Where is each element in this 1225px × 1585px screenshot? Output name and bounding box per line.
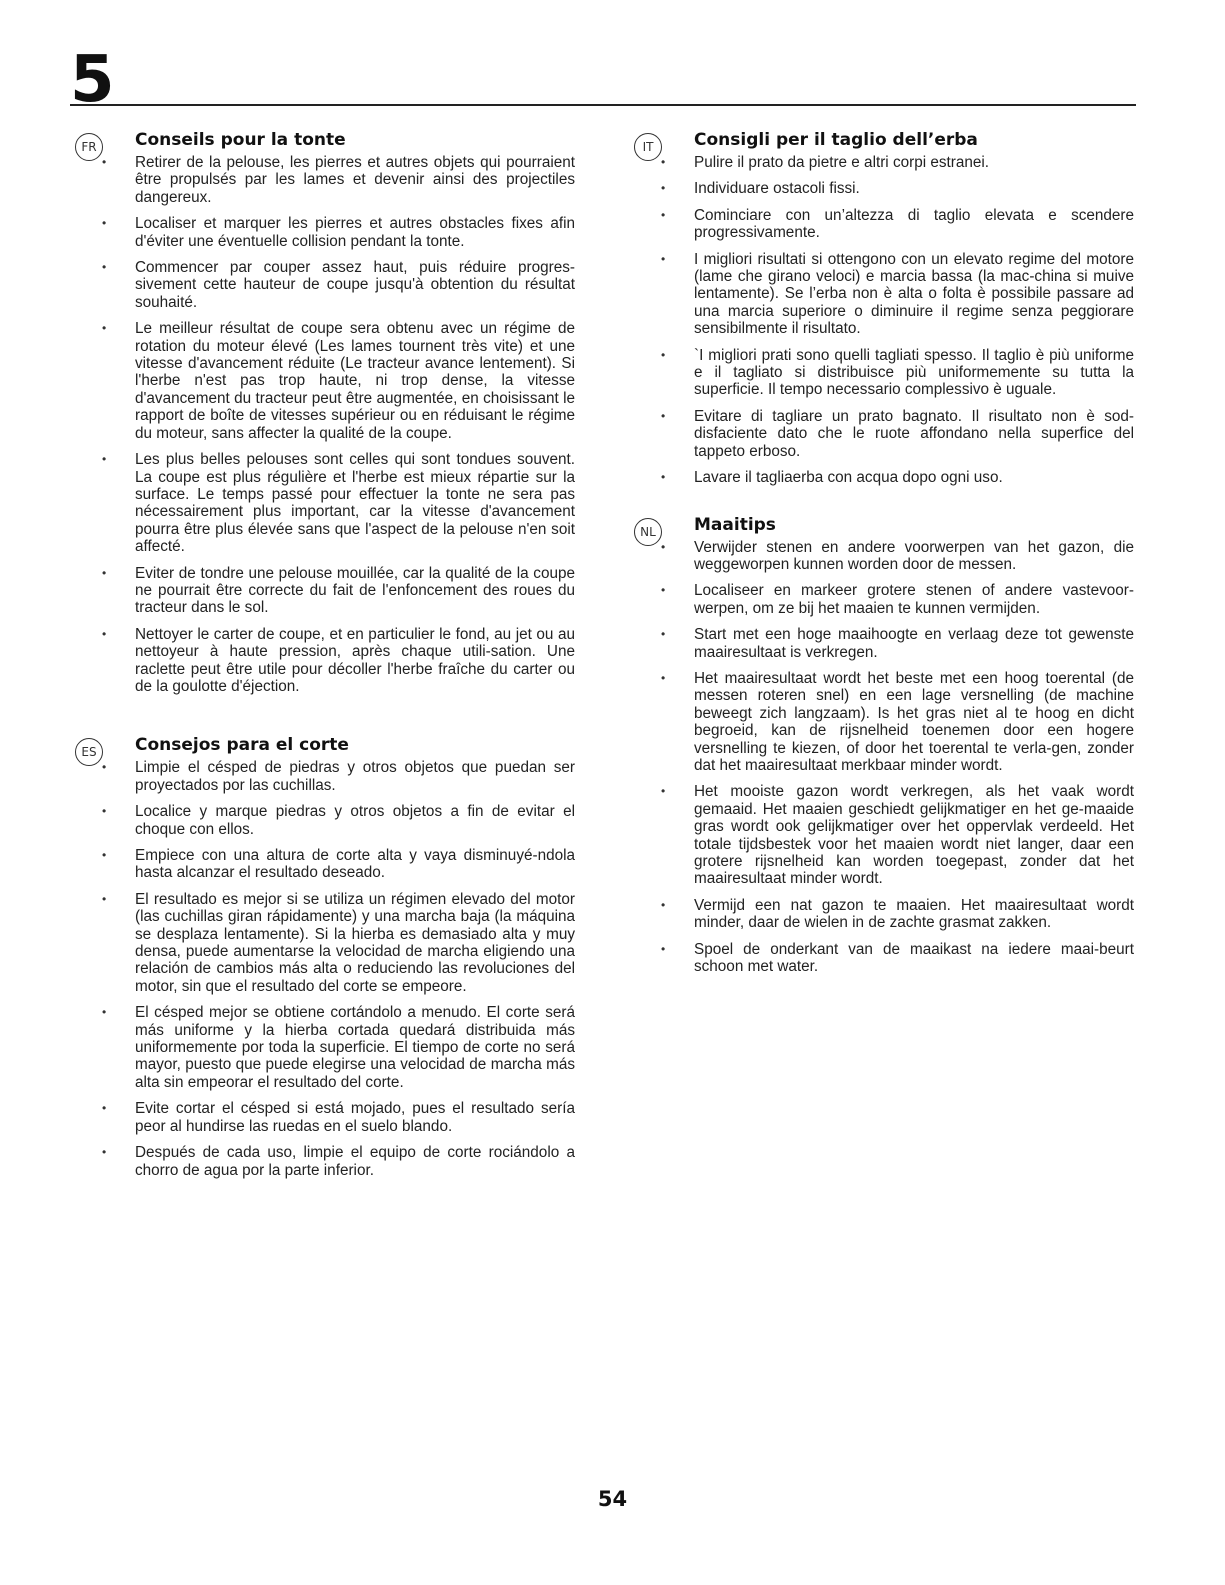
bullet-item: • Localiseer en markeer grotere stenen of andere vastevoor-werpen, om ze bij het maaien te kunnen vermijden. [694,582,1134,617]
section-title-it: Consigli per il taglio dell’erba [694,130,978,150]
bullet-item: • El césped mejor se obtiene cortándolo a menudo. El corte será más uniforme y la hierba cortada quedará distribuida más uniformemente por toda la superficie. El tiempo de corte no será mayor, puesto que puede elegirse una velocidad de marcha más alta sin empeorar el resultado del corte. [135,1004,575,1091]
bullet-item: • Nettoyer le carter de coupe, et en particulier le fond, au jet ou au nettoyeur à haute pression, après chaque utili-sation. Une raclette peut être utile pour décoller l'herbe fraîche du carter ou de la goulotte d'éjection. [135,626,575,696]
bullet-item: • Limpie el césped de piedras y otros objetos que puedan ser proyectados por las cuchillas. [135,759,575,794]
bullet-item: • Commencer par couper assez haut, puis réduire progres-sivement cette hauteur de coupe jusqu'à obtention du résultat souhaité. [135,259,575,311]
bullet-item: • Cominciare con un’altezza di taglio elevata e scendere progressivamente. [694,207,1134,242]
bullet-item: • Lavare il tagliaerba con acqua dopo ogni uso. [694,469,1134,486]
bullet-item: • Pulire il prato da pietre e altri corpi estranei. [694,154,1134,171]
section-it [642,130,1134,487]
bullet-item: • Localiser et marquer les pierres et autres obstacles fixes afin d'éviter une éventuelle collision pendant la tonte. [135,215,575,250]
page-number: 54 [597,1487,628,1511]
bullet-list-it [694,154,1134,487]
bullet-list-es [135,759,575,1179]
language-badge-nl: NL [634,518,662,546]
section-title-fr: Conseils pour la tonte [135,130,346,150]
bullet-item: • I migliori risultati si ottengono con un elevato regime del motore (lame che girano veloci) e marcia bassa (la mac-china si muive lentamente). Se l’erba non è alta o folta è possibile passare ad una marcia superiore o diminuire il regime senza peggiorare sensibilmente il risultato. [694,251,1134,338]
bullet-item: • Spoel de onderkant van de maaikast na iedere maai-beurt schoon met water. [694,941,1134,976]
bullet-item: • Het mooiste gazon wordt verkregen, als het vaak wordt gemaaid. Het maaien geschiedt gelijkmatiger en het ge-maaide gras wordt ook gelijkmatiger over het oppervlak verdeeld. Het totale tijdsbestek voor het maaien wordt niet langer, daar een grotere rijsnelheid kan worden toegepast, zonder dat het maairesultaat minder wordt. [694,783,1134,887]
section-nl [640,514,1134,976]
section-title-es: Consejos para el corte [135,735,349,756]
bullet-list-fr [135,154,575,695]
chapter-number: 5 [70,43,113,117]
bullet-item: • `I migliori prati sono quelli tagliati spesso. Il taglio è più uniforme e il tagliato si distribuisce più uniformemente su tutta la superficie. Il tempo necessario complessivo è uguale. [694,347,1134,399]
header-rule [70,104,1136,106]
bullet-item: • Empiece con una altura de corte alta y vaya disminuyé-ndola hasta alcanzar el resultado deseado. [135,847,575,882]
bullet-item: • Retirer de la pelouse, les pierres et autres objets qui pourraient être propulsés par les lames et devenir ainsi des projectiles dangereux. [135,154,575,206]
language-badge-it: IT [634,133,662,161]
section-title-nl: Maaitips [694,514,776,535]
bullet-item: • Localice y marque piedras y otros objetos a fin de evitar el choque con ellos. [135,803,575,838]
language-badge-fr: FR [75,133,103,161]
bullet-item: • El resultado es mejor si se utiliza un régimen elevado del motor (las cuchillas giran rápidamente) y una marcha baja (la máquina se desplaza lentamente). Si la hierba es demasiado alta y muy densa, puede aumentarse la velocidad de marcha eligiendo una relación de cambios más alta o reduciendo las revoluciones del motor, sin que el resultado del corte se empeore. [135,891,575,995]
bullet-item: • Evite cortar el césped si está mojado, pues el resultado sería peor al hundirse las ruedas en el suelo blando. [135,1100,575,1135]
bullet-item: • Start met een hoge maaihoogte en verlaag deze tot gewenste maairesultaat is verkregen. [694,626,1134,661]
bullet-item: • Les plus belles pelouses sont celles qui sont tondues souvent. La coupe est plus régulière et l'herbe est mieux répartie sur la surface. Le temps passé pour effectuer la tonte ne sera pas nécessairement plus important, car la vitesse d'avancement pourra être plus élevée sans que l'aspect de la pelouse n'en soit affecté. [135,451,575,555]
left-column [81,130,575,1201]
bullet-item: • Evitare di tagliare un prato bagnato. Il risultato non è sod-disfaciente dato che le ruote affondano nella superfice del tappeto erboso. [694,408,1134,460]
bullet-item: • Verwijder stenen en andere voorwerpen van het gazon, die weggeworpen kunnen worden door de messen. [694,539,1134,574]
section-es [81,735,575,1179]
section-fr [81,130,575,695]
language-badge-es: ES [75,738,103,766]
bullet-list-nl [694,539,1134,976]
bullet-item: • Vermijd een nat gazon te maaien. Het maairesultaat wordt minder, daar de wielen in de zachte grasmat zakken. [694,897,1134,932]
right-column [640,130,1134,997]
bullet-item: • Eviter de tondre une pelouse mouillée, car la qualité de la coupe ne pourrait être correcte du fait de l'enfoncement des roues du tracteur dans le sol. [135,565,575,617]
bullet-item: • Het maairesultaat wordt het beste met een hoog toerental (de messen roteren snel) en een lage versnelling (de machine beweegt zich langzaam). Is het gras niet al te hoog en dicht begroeid, kan de rijsnelheid toenemen door een hogere versnelling te kiezen, of door het toerental te verla-gen, zonder dat het maairesultaat merkbaar minder wordt. [694,670,1134,774]
bullet-item: • Después de cada uso, limpie el equipo de corte rociándolo a chorro de agua por la parte inferior. [135,1144,575,1179]
bullet-item: • Le meilleur résultat de coupe sera obtenu avec un régime de rotation du moteur élevé (Les lames tournent très vite) et une vitesse d'avancement réduite (Le tracteur avance lentement). Si l'herbe n'est pas trop haute, ni trop dense, la vitesse d'avancement du tracteur peut être augmentée, en choisissant le rapport de boîte de vitesses supérieur ou en réduisant le régime du moteur, sans affecter la qualité de la coupe. [135,320,575,442]
bullet-item: • Individuare ostacoli fissi. [694,180,1134,197]
